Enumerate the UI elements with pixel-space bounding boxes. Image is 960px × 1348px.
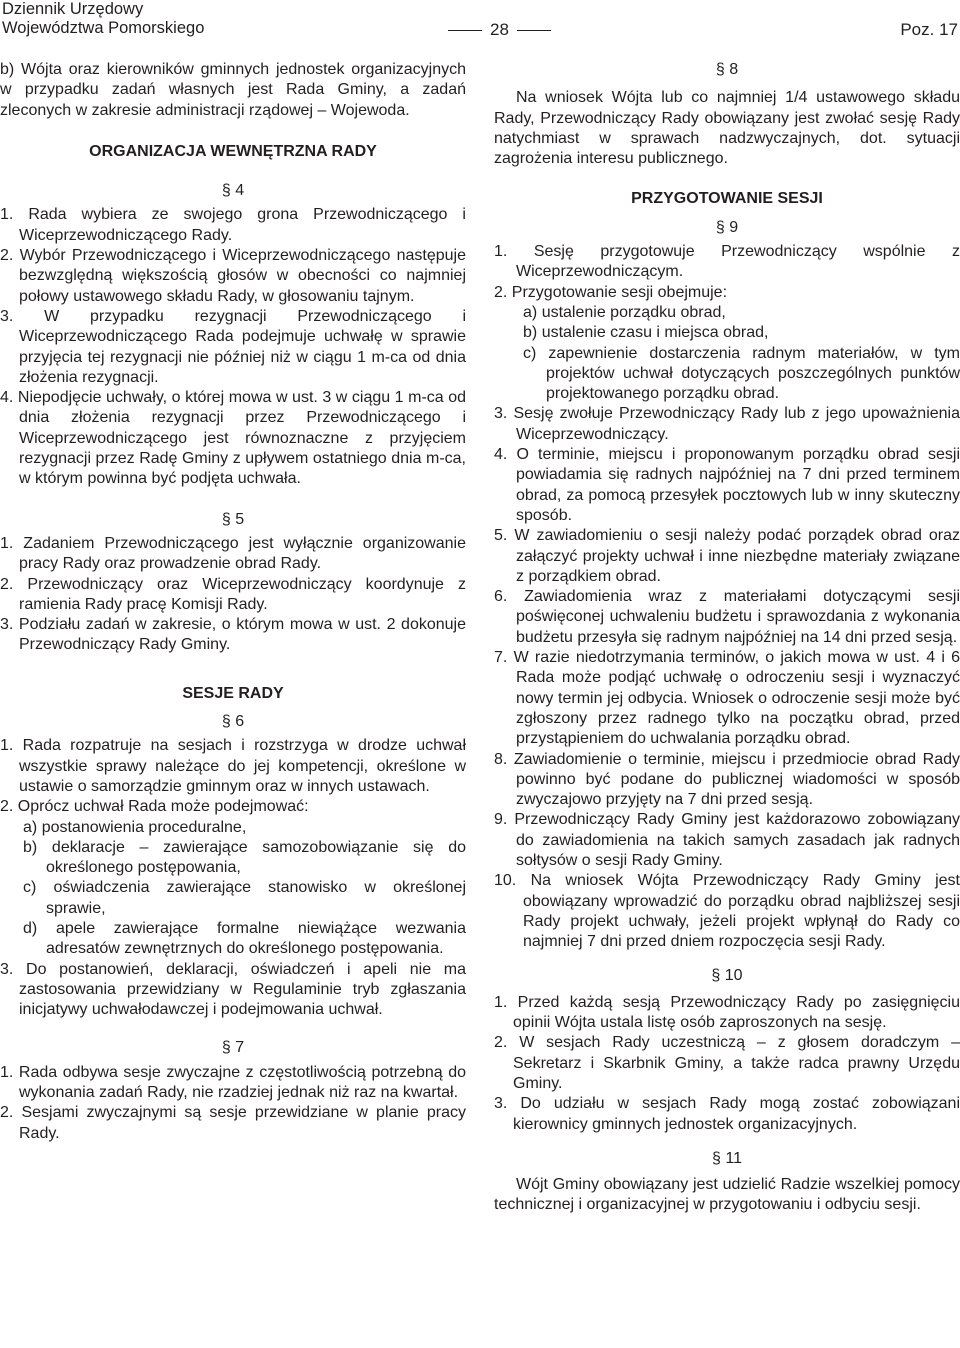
- list-item: 2. Przygotowanie sesji obejmuje:: [494, 283, 728, 301]
- section-title-sessions: SESJE RADY: [182, 684, 284, 702]
- list-item: 3. Podziału zadań w zakresie, o którym mowa w ust. 2 dokonuje Przewodniczący Rady Gminy.: [0, 616, 466, 654]
- sub-list-item: a) ustalenie porządku obrad,: [523, 303, 726, 321]
- list-item: 3. W przypadku rezygnacji Przewodniczącego i Wiceprzewodniczącego Rada podejmuje uchwałę w sprawie przyjęcia tej rezygnacji nie później niż w ciągu 1 m-ca od dnia złożenia rezygnacji.: [0, 307, 466, 386]
- sub-list-item: c) oświadczenia zawierające stanowisko w określonej sprawie,: [23, 879, 467, 917]
- paragraph-11-text: Wójt Gminy obowiązany jest udzielić Radzie wszelkiej pomocy technicznej i organizacyjnej w przygotowaniu i odbyciu sesji.: [494, 1176, 960, 1214]
- list-item: 1. Rada odbywa sesje zwyczajne z częstotliwością potrzebną do wykonania zadań Rady, nie rzadziej jednak niż raz na kwartał.: [0, 1063, 466, 1102]
- list-item: 1. Sesję przygotowuje Przewodniczący wspólnie z Wiceprzewodniczącym.: [494, 243, 960, 281]
- section-title-organization: ORGANIZACJA WEWNĘTRZNA RADY: [89, 142, 377, 160]
- journal-name: [2, 0, 204, 38]
- list-item: 10. Na wniosek Wójta Przewodniczący Rady Gminy jest obowiązany wprowadzić do porządku obrad najbliższej sesji Rady projekt uchwały, jeżeli projekt wpłynął do Rady co najmniej 7 dni przed dniem rozpoczęcia sesji Rady.: [494, 872, 960, 951]
- list-item: 5. W zawiadomieniu o sesji należy podać porządek obrad oraz załączyć projekty uchwał i inne niezbędne materiały związane z porządkiem obrad.: [494, 527, 960, 585]
- paragraph-6-list: [0, 736, 466, 1020]
- paragraph-7-list: [0, 1063, 466, 1144]
- journal-name-line2: Województwa Pomorskiego: [2, 19, 205, 37]
- list-item: 3. Do udziału w sesjach Rady mogą zostać zobowiązani kierownicy gminnych jednostek organizacyjnych.: [494, 1095, 960, 1133]
- paragraph-heading-8: § 8: [715, 61, 739, 78]
- section-title-preparation: PRZYGOTOWANIE SESJI: [631, 190, 823, 208]
- list-item: 7. W razie niedotrzymania terminów, o jakich mowa w ust. 4 i 6 Rada może podjąć uchwałę o odroczeniu sesji i wyznaczyć nowy termin jej odbycia. Wniosek o odroczenie sesji może być zgłoszony przez radnego tylko na początku obrad, przed przystąpieniem do uchwalania porządku obrad.: [494, 649, 960, 748]
- position-number: Poz. 17: [900, 20, 958, 39]
- list-item: 1. Rada wybiera ze swojego grona Przewodniczącego i Wiceprzewodniczącego Rady.: [0, 206, 466, 244]
- paragraph-heading-9: § 9: [715, 218, 739, 236]
- paragraph-heading-10: § 10: [711, 967, 743, 985]
- list-item: 9. Przewodniczący Rady Gminy jest każdorazowo zobowiązany do zawiadomienia na takich samych zasadach jak radnych sołtysów o sesji Rady Gminy.: [494, 811, 960, 869]
- sub-list-item: a) postanowienia proceduralne,: [23, 818, 247, 836]
- list-item: 1. Przed każdą sesją Przewodniczący Rady po zasięgnięciu opinii Wójta ustala listę osób zaproszonych na sesję.: [494, 993, 960, 1032]
- paragraph-8-text: Na wniosek Wójta lub co najmniej 1/4 ustawowego składu Rady, Przewodniczący Rady obowiązany jest zwołać sesję Rady natychmiast w sprawach nadzwyczajnych, dot. sytuacji zagrożenia interesu publicznego.: [494, 89, 960, 168]
- list-item: 2. Sesjami zwyczajnymi są sesje przewidziane w planie pracy Rady.: [0, 1104, 466, 1142]
- page-header: [0, 0, 960, 40]
- list-item: 2. W sesjach Rady uczestniczą – z głosem doradczym – Sekretarz i Skarbnik Gminy, a także radca prawny Urzędu Gminy.: [494, 1034, 960, 1092]
- list-item: 3. Do postanowień, deklaracji, oświadczeń i apeli nie ma zastosowania przewidziany w Regulaminie tryb zgłaszania inicjatywy uchwałodawczej i podejmowania uchwał.: [0, 960, 466, 1019]
- sub-list-item: b) ustalenie czasu i miejsca obrad,: [523, 324, 769, 342]
- paragraph-heading-7: § 7: [221, 1039, 245, 1057]
- sub-list-item: c) zapewnienie dostarczenia radnym materiałów, w tym projektów uchwał dotyczących poszczególnych punktów projektowanego porządku obrad.: [523, 344, 960, 403]
- paragraph-heading-6: § 6: [221, 713, 245, 731]
- list-item: 8. Zawiadomienie o terminie, miejscu i przedmiocie obrad Rady powinno być podane do publicznej wiadomości w sposób zwyczajowo przyjęty na 7 dni przed sesją.: [494, 750, 960, 809]
- list-item: 4. Niepodjęcie uchwały, o której mowa w ust. 3 w ciągu 1 m-ca od dnia złożenia rezygnacji przez Przewodniczącego i Wiceprzewodniczącego jest równoznaczne z przyjęciem rezygnacji przez Radę Gminy z upływem ostatniego dnia m-ca, w którym powinna być podjęta uchwała.: [0, 389, 467, 488]
- right-column: [494, 60, 960, 1216]
- left-column: [0, 60, 466, 1144]
- list-item: 2. Przewodniczący oraz Wiceprzewodniczący koordynuje z ramienia Rady pracę Komisji Rady.: [0, 575, 466, 613]
- list-item: 1. Zadaniem Przewodniczącego jest wyłącznie organizowanie pracy Rady oraz prowadzenie obrad Rady.: [0, 534, 466, 573]
- paragraph-9-list: [494, 242, 960, 952]
- page-number: 28: [440, 20, 559, 39]
- intro-item-b: b) Wójta oraz kierowników gminnych jednostek organizacyjnych w przypadku zadań własnych jest Rada Gminy, a zadań zleconych w zakresie administracji rządowej – Wojewoda.: [0, 61, 466, 119]
- paragraph-5-list: [0, 534, 466, 656]
- list-item: 1. Rada rozpatruje na sesjach i rozstrzyga w drodze uchwał wszystkie sprawy należące do jej kompetencji, określone w ustawie o samorządzie gminnym oraz w innych ustawach.: [0, 737, 467, 795]
- paragraph-heading-5: § 5: [221, 510, 245, 528]
- paragraph-10-list: [494, 993, 960, 1135]
- paragraph-heading-4: § 4: [221, 182, 245, 200]
- paragraph-heading-11: § 11: [712, 1149, 742, 1167]
- list-item: 3. Sesję zwołuje Przewodniczący Rady lub z jego upoważnienia Wiceprzewodniczący.: [494, 405, 960, 443]
- sub-list-item: b) deklaracje – zawierające samozobowiązanie się do określonego postępowania,: [23, 838, 466, 877]
- list-item: 2. Wybór Przewodniczącego i Wiceprzewodniczącego następuje bezwzględną większością głosów w obecności co najmniej połowy ustawowego składu Rady, w głosowaniu tajnym.: [0, 247, 466, 305]
- list-item: 2. Oprócz uchwał Rada może podejmować:: [0, 798, 309, 816]
- journal-name-line1: Dziennik Urzędowy: [2, 0, 144, 18]
- list-item: 4. O terminie, miejscu i proponowanym porządku obrad sesji powiadamia się radnych najpóźniej na 7 dni przed terminem obrad, za pomocą przesyłek pocztowych lub w inny skuteczny sposób.: [494, 446, 960, 524]
- paragraph-4-list: [0, 205, 466, 489]
- sub-list-item: d) apele zawierające formalne niewiążące wezwania adresatów zewnętrznych do określonego postępowania.: [23, 919, 467, 958]
- list-item: 6. Zawiadomienia wraz z materiałami dotyczącymi sesji poświęconej uchwaleniu budżetu i sprawozdania z wykonania budżetu przesyła się radnym najpóźniej na 14 dni przed sesją.: [494, 588, 960, 646]
